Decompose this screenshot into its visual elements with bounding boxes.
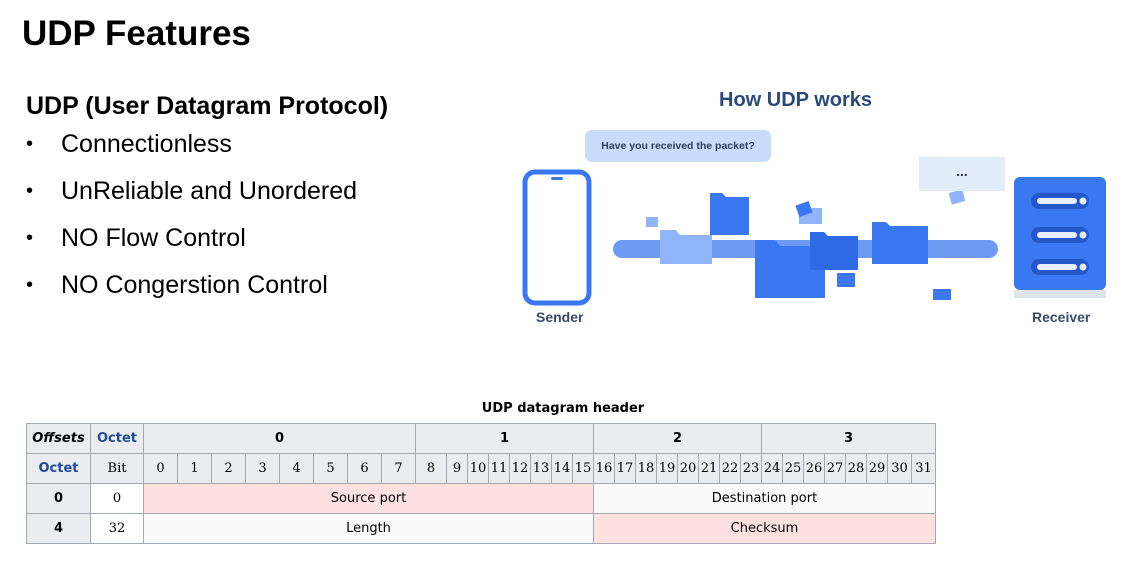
octet-number: 0 — [144, 424, 416, 454]
udp-illustration — [505, 80, 1135, 340]
packet-icon — [949, 189, 966, 204]
bit-number: 0 — [144, 454, 178, 484]
bit-number: 12 — [510, 454, 531, 484]
bit-number: 11 — [489, 454, 510, 484]
folder-icon — [872, 222, 928, 264]
octet-number: 1 — [416, 424, 594, 454]
octet-header-row — [27, 424, 936, 454]
bit-number: 22 — [720, 454, 741, 484]
bit-number: 20 — [678, 454, 699, 484]
udp-diagram — [505, 80, 1135, 340]
feature-item: • NO Congerstion Control — [26, 265, 357, 312]
feature-item: • UnReliable and Unordered — [26, 171, 357, 218]
bit-number: 21 — [699, 454, 720, 484]
octet-number: 3 — [762, 424, 936, 454]
bit-number: 27 — [825, 454, 846, 484]
packet-icon — [646, 217, 658, 227]
row-octet: 4 — [27, 514, 91, 544]
table-row — [27, 514, 936, 544]
bit-number: 5 — [314, 454, 348, 484]
message-bubble: Have you received the packet? — [585, 130, 771, 162]
bit-number: 8 — [416, 454, 447, 484]
bit-number: 14 — [552, 454, 573, 484]
packet-icon — [837, 273, 855, 287]
bit-number: 23 — [741, 454, 762, 484]
udp-header-table — [26, 423, 936, 544]
folder-icon — [660, 230, 712, 264]
bit-number: 1 — [178, 454, 212, 484]
bit-number: 6 — [348, 454, 382, 484]
bit-number: 16 — [594, 454, 615, 484]
bit-number: 24 — [762, 454, 783, 484]
table-caption: UDP datagram header — [481, 401, 645, 416]
bit-number: 9 — [447, 454, 468, 484]
reply-bubble: ... — [919, 157, 1005, 191]
source-port-field: Source port — [144, 484, 594, 514]
slide-subtitle: UDP (User Datagram Protocol) — [26, 92, 389, 120]
bit-number: 25 — [783, 454, 804, 484]
octet-column-header: Octet — [91, 424, 144, 454]
bit-column-header: Bit — [91, 454, 144, 484]
feature-list — [26, 124, 357, 312]
bit-number: 29 — [867, 454, 888, 484]
bit-header-row — [27, 454, 936, 484]
bit-number: 2 — [212, 454, 246, 484]
diagram-title: How UDP works — [719, 89, 872, 111]
receiver-label: Receiver — [1032, 309, 1091, 325]
bit-number: 26 — [804, 454, 825, 484]
octet-row-header: Octet — [27, 454, 91, 484]
phone-icon — [525, 172, 589, 303]
row-octet: 0 — [27, 484, 91, 514]
destination-port-field: Destination port — [594, 484, 936, 514]
checksum-field: Checksum — [594, 514, 936, 544]
length-field: Length — [144, 514, 594, 544]
bit-number: 10 — [468, 454, 489, 484]
table-row — [27, 484, 936, 514]
row-bit: 0 — [91, 484, 144, 514]
bit-number: 30 — [888, 454, 912, 484]
slide-title: UDP Features — [22, 14, 251, 53]
row-bit: 32 — [91, 514, 144, 544]
bit-number: 15 — [573, 454, 594, 484]
bit-number: 31 — [912, 454, 936, 484]
bit-number: 13 — [531, 454, 552, 484]
bit-number: 7 — [382, 454, 416, 484]
feature-item: • NO Flow Control — [26, 218, 357, 265]
folder-icon — [710, 193, 749, 235]
octet-number: 2 — [594, 424, 762, 454]
feature-item: • Connectionless — [26, 124, 357, 171]
folder-icon — [810, 232, 858, 270]
bit-number: 3 — [246, 454, 280, 484]
bit-number: 17 — [615, 454, 636, 484]
bit-number: 28 — [846, 454, 867, 484]
bit-number: 4 — [280, 454, 314, 484]
server-icon — [1014, 177, 1106, 298]
bit-number: 18 — [636, 454, 657, 484]
packet-icon — [933, 289, 951, 300]
sender-label: Sender — [536, 309, 584, 325]
offsets-header: Offsets — [27, 424, 91, 454]
bit-number: 19 — [657, 454, 678, 484]
